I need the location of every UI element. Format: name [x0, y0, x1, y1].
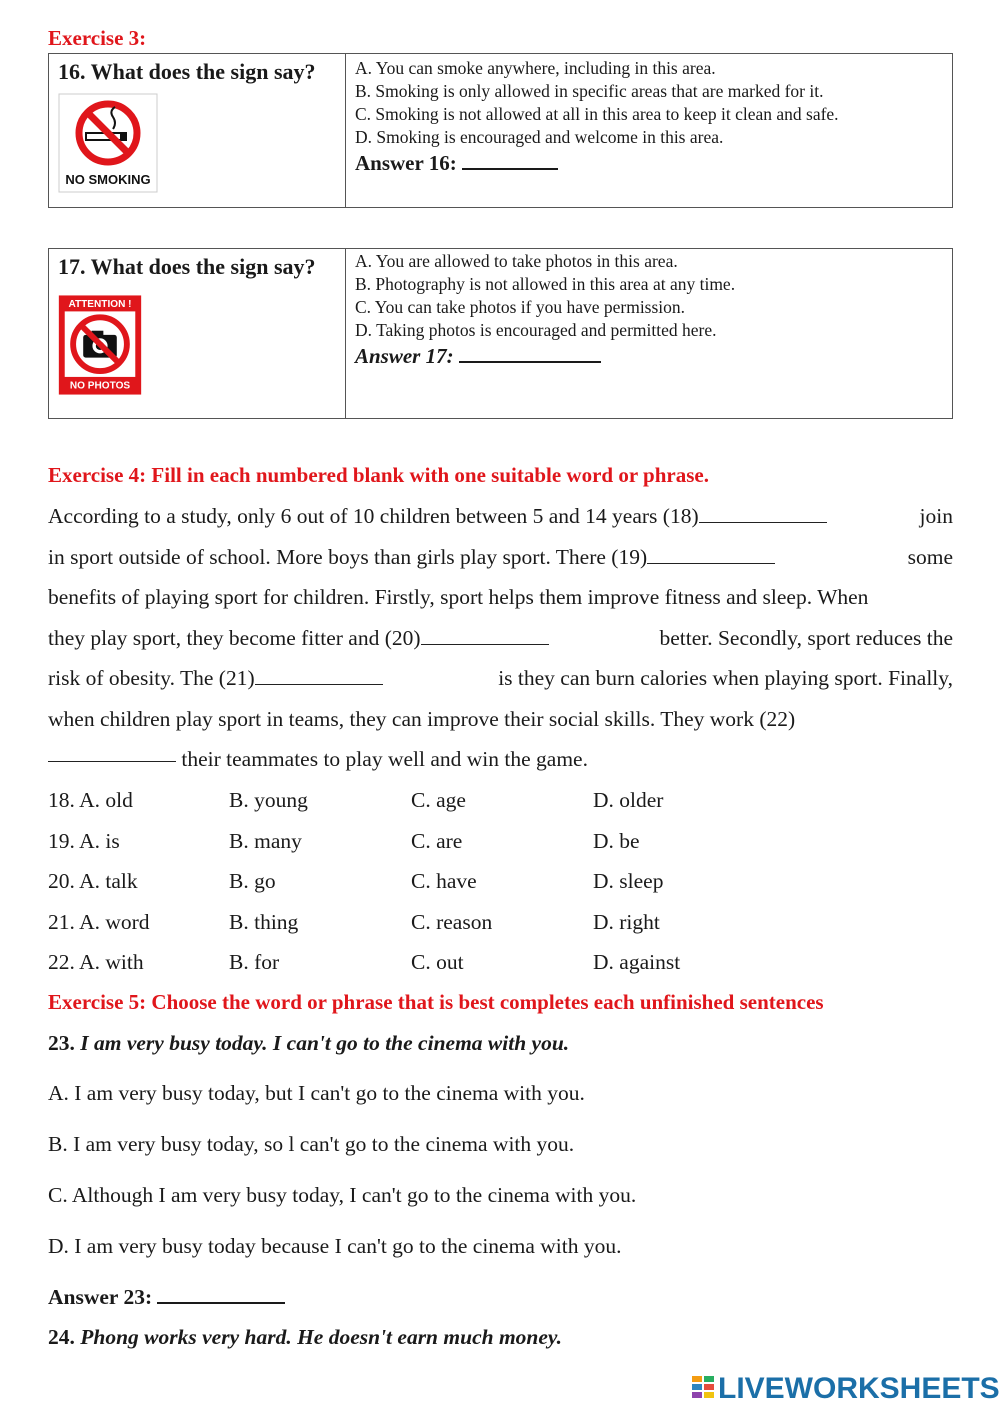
- q23-option-d[interactable]: D. I am very busy today because I can't go to the cinema with you.: [48, 1234, 622, 1258]
- q16-option-c: C. Smoking is not allowed at all in this area to keep it clean and safe.: [355, 104, 839, 124]
- paragraph-line-1: [48, 496, 953, 537]
- exercise-5-title: Exercise 5: Choose the word or phrase that is best completes each unfinished sentences: [48, 990, 824, 1014]
- q23-option-a[interactable]: A. I am very busy today, but I can't go to the cinema with you.: [48, 1081, 585, 1105]
- question-17-title: 17. What does the sign say?: [58, 254, 316, 279]
- no-photos-label: NO PHOTOS: [69, 380, 131, 392]
- question-16-title: 16. What does the sign say?: [58, 59, 316, 84]
- paragraph-line-6: [48, 699, 953, 740]
- paragraph-line-5: [48, 658, 953, 699]
- choice-20-c[interactable]: C. have: [411, 869, 477, 894]
- paragraph-text: when children play sport in teams, they can improve their social skills. They work (22): [48, 706, 796, 731]
- answer-16: [355, 150, 952, 175]
- question-17-cell: [49, 249, 346, 419]
- choice-22-b[interactable]: B. for: [229, 950, 280, 975]
- q23-option-c[interactable]: C. Although I am very busy today, I can't go to the cinema with you.: [48, 1183, 637, 1207]
- paragraph-line-2: [48, 537, 953, 578]
- blank-22[interactable]: [48, 739, 176, 762]
- blank-18[interactable]: [699, 500, 827, 523]
- choice-20-d[interactable]: D. sleep: [593, 869, 664, 894]
- paragraph-text: in sport outside of school. More boys than girls play sport. There (19): [48, 544, 648, 569]
- question-23-text: I am very busy today. I can't go to the cinema with you.: [80, 1031, 570, 1055]
- no-smoking-label: NO SMOKING: [65, 172, 151, 187]
- q17-option-d: D. Taking photos is encouraged and permitted here.: [355, 320, 717, 340]
- paragraph-line-7: [48, 739, 953, 780]
- paragraph-text: they play sport, they become fitter and (20): [48, 625, 421, 650]
- liveworksheets-text: LIVEWORKSHEETS: [718, 1372, 1000, 1405]
- answer-16-blank[interactable]: [462, 150, 558, 170]
- blank-19[interactable]: [647, 541, 775, 564]
- q17-option-c: C. You can take photos if you have permission.: [355, 297, 686, 317]
- paragraph-text: better. Secondly, sport reduces the: [659, 625, 953, 650]
- paragraph-text: According to a study, only 6 out of 10 children between 5 and 14 years (18): [48, 504, 699, 528]
- paragraph-text: benefits of playing sport for children. Firstly, sport helps them improve fitness and sleep. When: [48, 585, 869, 609]
- paragraph-text: their teammates to play well and win the game.: [181, 747, 588, 771]
- paragraph-text: join: [919, 504, 953, 528]
- choice-19-c[interactable]: C. are: [411, 828, 463, 853]
- q16-option-d: D. Smoking is encouraged and welcome in this area.: [355, 127, 724, 147]
- choice-20-a[interactable]: 20. A. talk: [48, 869, 138, 894]
- exercise-4-title: Exercise 4: Fill in each numbered blank with one suitable word or phrase.: [48, 463, 709, 487]
- question-23-prompt: [48, 1031, 569, 1056]
- blank-20[interactable]: [421, 622, 549, 645]
- question-24-text: Phong works very hard. He doesn't earn much money.: [80, 1325, 563, 1349]
- paragraph-line-3: [48, 577, 953, 618]
- choice-21-a[interactable]: 21. A. word: [48, 909, 150, 934]
- liveworksheets-logo: [692, 1372, 1000, 1406]
- exercise-4-paragraph: [48, 496, 953, 780]
- no-photos-sign-icon: [58, 286, 142, 404]
- answer-23-label: Answer 23:: [48, 1285, 158, 1309]
- attention-label: ATTENTION !: [68, 299, 132, 311]
- question-24-number: 24.: [48, 1325, 75, 1349]
- blank-21[interactable]: [255, 662, 383, 685]
- choice-21-b[interactable]: B. thing: [229, 909, 299, 934]
- choice-19-b[interactable]: B. many: [229, 828, 302, 853]
- choice-18-d[interactable]: D. older: [593, 788, 664, 812]
- q17-option-b: B. Photography is not allowed in this area at any time.: [355, 274, 736, 294]
- choice-19-d[interactable]: D. be: [593, 828, 640, 853]
- answer-23-blank[interactable]: [157, 1284, 285, 1304]
- q23-option-b[interactable]: B. I am very busy today, so l can't go to the cinema with you.: [48, 1132, 575, 1156]
- paragraph-text: is they can burn calories when playing sport. Finally,: [498, 666, 953, 690]
- choice-18-b[interactable]: B. young: [229, 788, 308, 812]
- q16-option-b: B. Smoking is only allowed in specific areas that are marked for it.: [355, 81, 824, 101]
- answer-16-label: Answer 16:: [355, 151, 462, 175]
- choice-21-c[interactable]: C. reason: [411, 909, 493, 934]
- choice-22-c[interactable]: C. out: [411, 950, 464, 975]
- choice-22-a[interactable]: 22. A. with: [48, 950, 144, 975]
- question-16-options-cell: [346, 54, 953, 208]
- choice-22-d[interactable]: D. against: [593, 950, 681, 975]
- answer-17-label: Answer 17:: [355, 344, 459, 368]
- question-16-cell: [49, 54, 346, 208]
- choice-18-c[interactable]: C. age: [411, 788, 466, 812]
- choice-18-a[interactable]: 18. A. old: [48, 788, 133, 812]
- exercise-3-title: Exercise 3:: [48, 26, 147, 50]
- question-23-number: 23.: [48, 1031, 75, 1055]
- answer-17-blank[interactable]: [459, 343, 601, 363]
- paragraph-text: risk of obesity. The (21): [48, 666, 255, 690]
- answer-23: [48, 1284, 285, 1310]
- question-17-options-cell: [346, 249, 953, 419]
- question-24-prompt: [48, 1325, 562, 1350]
- liveworksheets-mark-icon: [692, 1376, 714, 1402]
- choice-19-a[interactable]: 19. A. is: [48, 828, 120, 853]
- no-smoking-sign-icon: [58, 93, 158, 193]
- q16-option-a: A. You can smoke anywhere, including in this area.: [355, 58, 716, 78]
- question-16-box: [48, 53, 953, 208]
- q17-option-a: A. You are allowed to take photos in this area.: [355, 251, 678, 271]
- question-17-box: [48, 248, 953, 419]
- paragraph-text: some: [907, 544, 953, 569]
- paragraph-line-4: [48, 618, 953, 659]
- answer-17: [355, 343, 952, 368]
- choice-21-d[interactable]: D. right: [593, 909, 660, 934]
- choice-20-b[interactable]: B. go: [229, 869, 276, 894]
